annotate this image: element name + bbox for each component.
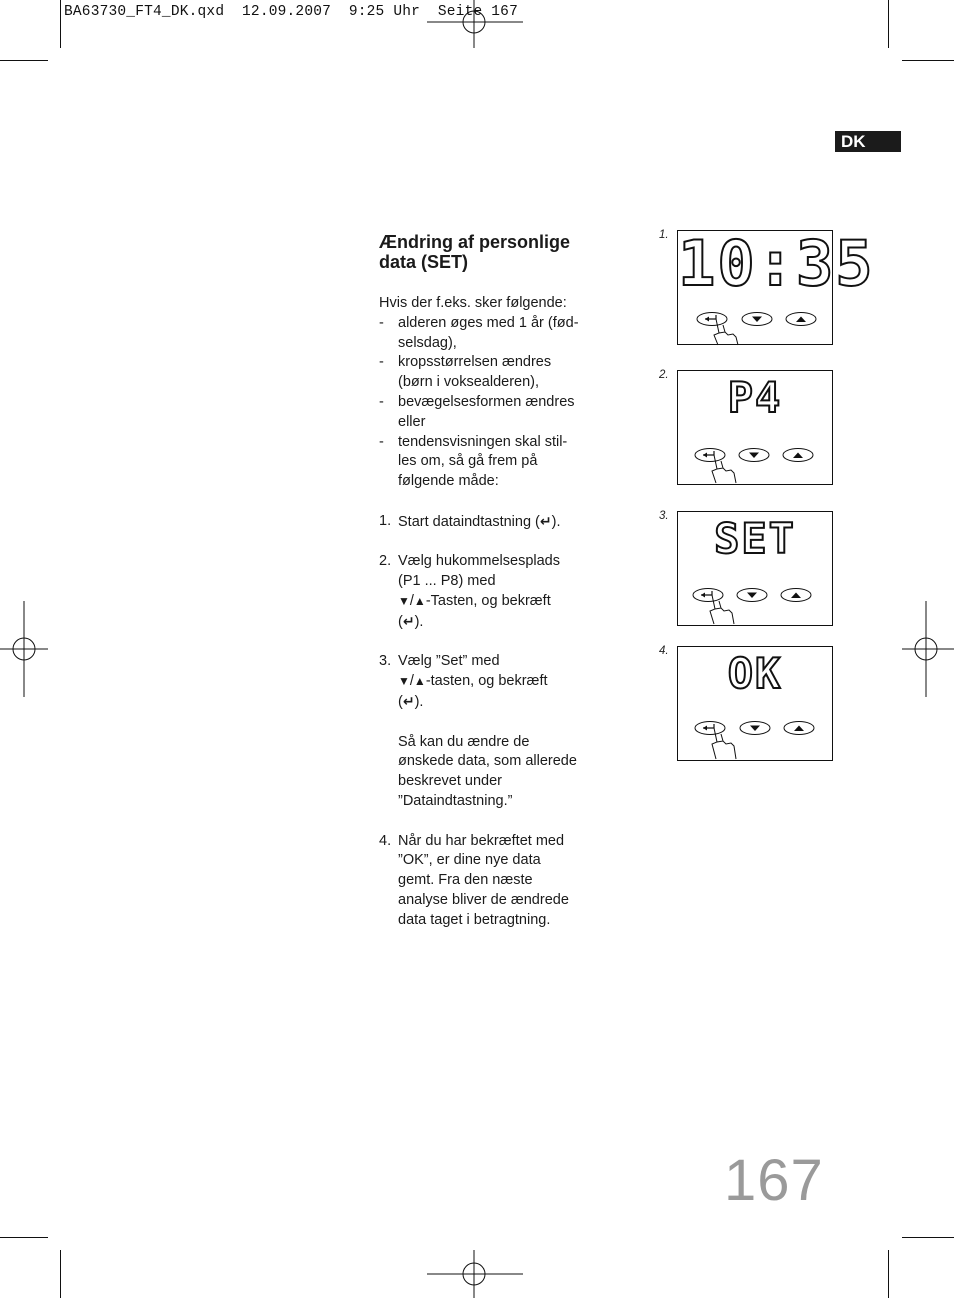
enter-key-icon: ↵ bbox=[402, 692, 415, 709]
panel-label: 1. bbox=[659, 229, 669, 241]
device-buttons-with-hand-icon bbox=[678, 647, 834, 762]
registration-mark-right bbox=[902, 601, 954, 697]
device-display-panel bbox=[677, 227, 875, 345]
section-title-line1: Ændring af personlige bbox=[379, 232, 571, 252]
enter-key-icon: ↵ bbox=[402, 612, 415, 629]
down-arrow-icon: ▼ bbox=[398, 674, 410, 689]
lcd-readout: OK bbox=[727, 649, 783, 698]
enter-key-icon: ↵ bbox=[539, 512, 552, 529]
panel-label: 3. bbox=[659, 510, 669, 522]
lcd-readout: 10:35 bbox=[678, 227, 875, 300]
up-arrow-icon: ▲ bbox=[413, 674, 426, 689]
step-2: 2. Vælg hukommelsesplads (P1 ... P8) med ▼/▲-Tasten, og bekræft (↵). bbox=[379, 553, 560, 630]
bullet-item: - bevægelsesformen ændres eller bbox=[379, 393, 575, 430]
device-display-panel bbox=[677, 646, 833, 761]
device-display-panel bbox=[677, 370, 833, 485]
intro-text: Hvis der f.eks. sker følgende: bbox=[379, 295, 567, 311]
lcd-readout: P4 bbox=[727, 373, 783, 422]
page-number: 167 bbox=[724, 1148, 824, 1213]
section-title-line2: data (SET) bbox=[379, 252, 469, 272]
step-4: 4. Når du har bekræftet med ”OK”, er dine nye data gemt. Fra den næste analyse bliver de ændrede data taget i betragtning. bbox=[379, 832, 569, 928]
bullet-item: - alderen øges med 1 år (fød- selsdag), bbox=[379, 314, 579, 351]
lcd-readout: SET bbox=[714, 514, 796, 563]
device-buttons-with-hand-icon bbox=[678, 371, 834, 486]
registration-mark-bottom bbox=[427, 1250, 523, 1298]
registration-mark-top bbox=[427, 0, 523, 48]
print-header-slug: BA63730_FT4_DK.qxd 12.09.2007 9:25 Uhr Seite 167 bbox=[64, 4, 518, 20]
language-tab: DK bbox=[835, 131, 901, 152]
step-3: 3. Vælg ”Set” med ▼/▲-tasten, og bekræft (↵). Så kan du ændre de ønskede data, som allerede beskrevet under ”Dataindtastning.” bbox=[379, 653, 577, 809]
bullet-item: - kropsstørrelsen ændres (børn i voksealderen), bbox=[379, 354, 552, 391]
device-buttons-with-hand-icon bbox=[678, 512, 834, 627]
device-display-panel bbox=[677, 511, 833, 626]
instructions-body bbox=[379, 294, 604, 931]
section-title bbox=[379, 232, 609, 272]
device-buttons-with-hand-icon bbox=[678, 231, 834, 346]
step-1: 1. Start dataindtastning (↵). bbox=[379, 512, 561, 530]
panel-label: 4. bbox=[659, 645, 669, 657]
registration-mark-left bbox=[0, 601, 48, 697]
up-arrow-icon: ▲ bbox=[413, 593, 426, 608]
bullet-item: - tendensvisningen skal stil- les om, så gå frem på følgende måde: bbox=[379, 433, 568, 490]
down-arrow-icon: ▼ bbox=[398, 593, 410, 608]
panel-label: 2. bbox=[659, 369, 669, 381]
